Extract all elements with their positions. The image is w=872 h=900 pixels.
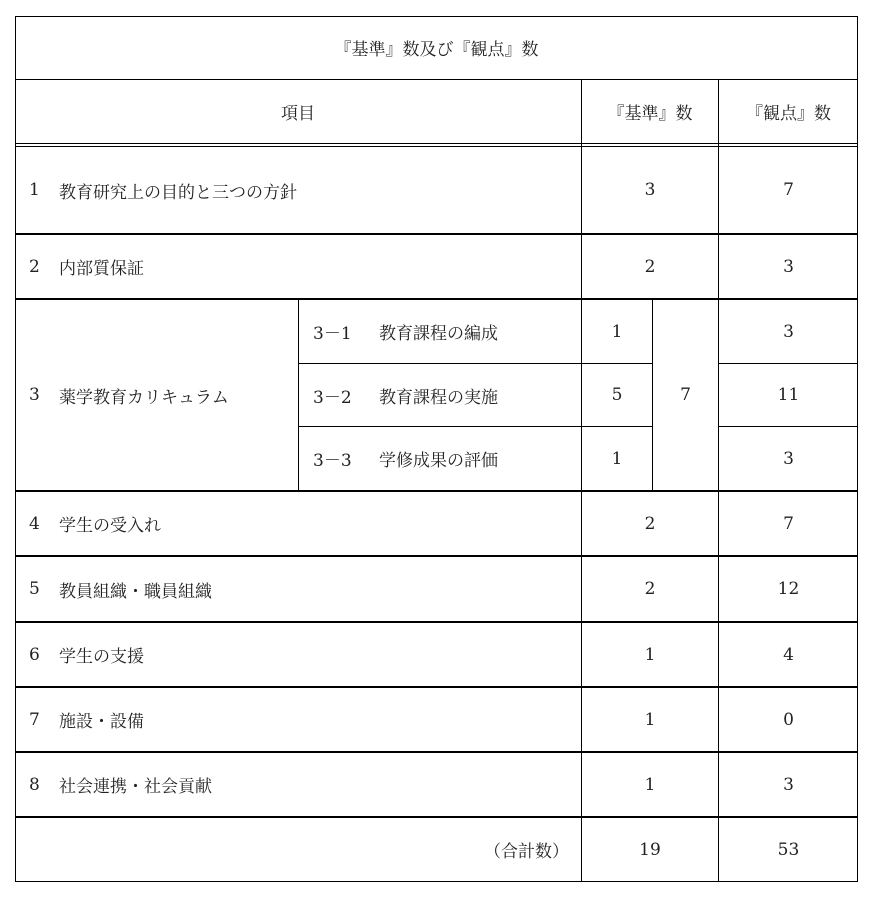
- subrow-title: 教育課程の実施: [379, 387, 498, 408]
- kijun-value: 2: [644, 513, 656, 534]
- subrow-title: 学修成果の評価: [379, 451, 498, 471]
- subrow-number: 3－3: [313, 451, 352, 471]
- kijun-total-value: 7: [680, 385, 691, 405]
- kanten-value: 7: [783, 180, 794, 200]
- row-label: [15, 147, 581, 233]
- row-number: 5: [29, 579, 40, 599]
- row-number: 4: [29, 513, 40, 534]
- row-label: [15, 753, 581, 816]
- table-title: 『基準』数及び『観点』数: [334, 40, 539, 60]
- kijun-value: 1: [644, 774, 656, 795]
- kanten-value: 3: [783, 774, 794, 795]
- row-title: 教育研究上の目的と三つの方針: [59, 182, 297, 203]
- kijun-value: 2: [644, 256, 656, 277]
- row-number: 1: [29, 180, 40, 200]
- kanten-value: 0: [783, 709, 794, 730]
- kanten-value: 7: [783, 513, 794, 534]
- subrow-label: [299, 300, 581, 363]
- header-kijun-count: 『基準』数: [607, 104, 693, 124]
- subrow-label: [299, 364, 581, 426]
- header-item: 項目: [281, 104, 315, 124]
- row-label: [15, 623, 581, 686]
- table-border-bottom: [15, 881, 858, 882]
- total-label: （合計数）: [484, 842, 569, 862]
- kanten-value: 12: [777, 579, 800, 599]
- kanten-value: 3: [783, 448, 794, 469]
- row-title: 薬学教育カリキュラム: [59, 387, 229, 408]
- kijun-value: 3: [644, 180, 656, 200]
- sub-kijun-value: 5: [611, 385, 623, 405]
- sub-kijun-value: 1: [611, 448, 623, 469]
- subrow-label: [299, 427, 581, 490]
- header-kanten-count: 『観点』数: [746, 104, 831, 124]
- kijun-value: 1: [644, 644, 656, 665]
- header-double-line-top: [15, 143, 858, 144]
- row-number: 7: [29, 709, 40, 730]
- row-label: [15, 300, 298, 490]
- row-label: [15, 688, 581, 751]
- subrow-number: 3－2: [313, 387, 352, 408]
- row-title: 学生の支援: [59, 647, 144, 667]
- total-kijun-value: 19: [639, 839, 661, 860]
- total-kanten-value: 53: [777, 839, 800, 860]
- subrow-number: 3－1: [313, 324, 352, 344]
- kanten-value: 3: [783, 256, 794, 277]
- row-title: 社会連携・社会貢献: [59, 777, 212, 797]
- row-number: 3: [29, 385, 40, 405]
- row-label: [15, 557, 581, 621]
- criteria-table: [15, 16, 858, 882]
- subrow-title: 教育課程の編成: [379, 324, 498, 344]
- kanten-value: 11: [777, 385, 800, 405]
- sub-kijun-value: 1: [611, 321, 623, 342]
- kijun-value: 1: [644, 709, 656, 730]
- row-title: 施設・設備: [59, 712, 144, 732]
- kanten-value: 3: [783, 321, 794, 342]
- row-title: 学生の受入れ: [59, 516, 161, 536]
- kanten-value: 4: [783, 644, 794, 665]
- row-number: 2: [29, 256, 40, 277]
- kijun-value: 2: [644, 579, 656, 599]
- row-title: 内部質保証: [59, 259, 144, 279]
- row-number: 8: [29, 774, 40, 795]
- row-label: [15, 235, 581, 298]
- row-label: [15, 492, 581, 555]
- row-number: 6: [29, 644, 40, 665]
- row-title: 教員組織・職員組織: [59, 581, 212, 602]
